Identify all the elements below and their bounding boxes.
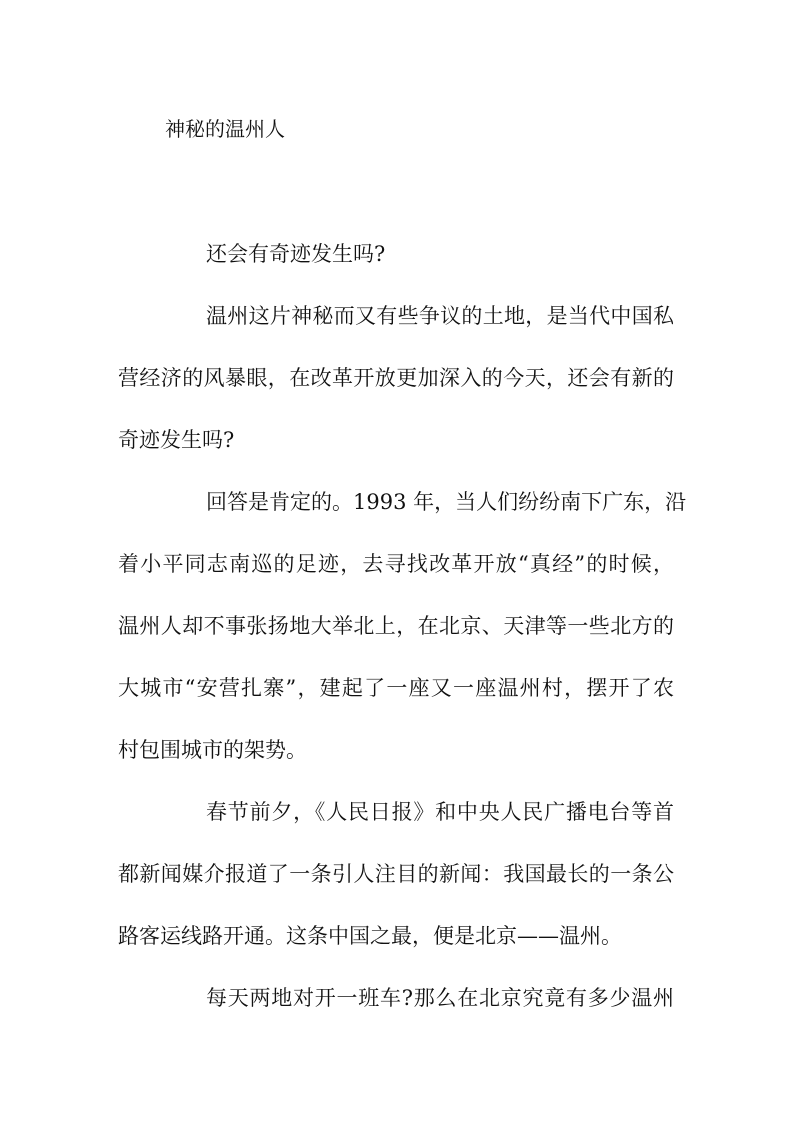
paragraph-line: 营经济的风暴眼，在改革开放更加深入的今天，还会有新的 [118,366,674,390]
paragraph-line: 大城市“安营扎寨”，建起了一座又一座温州村，摆开了农 [118,676,674,700]
document-title: 神秘的温州人 [165,117,285,141]
paragraph-line: 着小平同志南巡的足迹，去寻找改革开放“真经”的时候， [118,552,674,576]
paragraph-line: 温州人却不事张扬地大举北上，在北京、天津等一些北方的 [118,614,674,638]
paragraph-line: 奇迹发生吗? [118,428,235,452]
paragraph-line: 都新闻媒介报道了一条引人注目的新闻：我国最长的一条公 [118,862,674,886]
paragraph-line: 春节前夕，《人民日报》和中央人民广播电台等首 [206,800,674,824]
paragraph-line: 每天两地对开一班车?那么在北京究竟有多少温州 [206,986,674,1010]
paragraph-line: 村包围城市的架势。 [118,738,307,762]
paragraph-line: 还会有奇迹发生吗? [206,242,386,266]
paragraph-line: 回答是肯定的。1993 年，当人们纷纷南下广东，沿 [206,490,687,514]
paragraph-line: 温州这片神秘而又有些争议的土地，是当代中国私 [206,304,674,328]
paragraph-line: 路客运线路开通。这条中国之最，便是北京——温州。 [118,924,622,948]
